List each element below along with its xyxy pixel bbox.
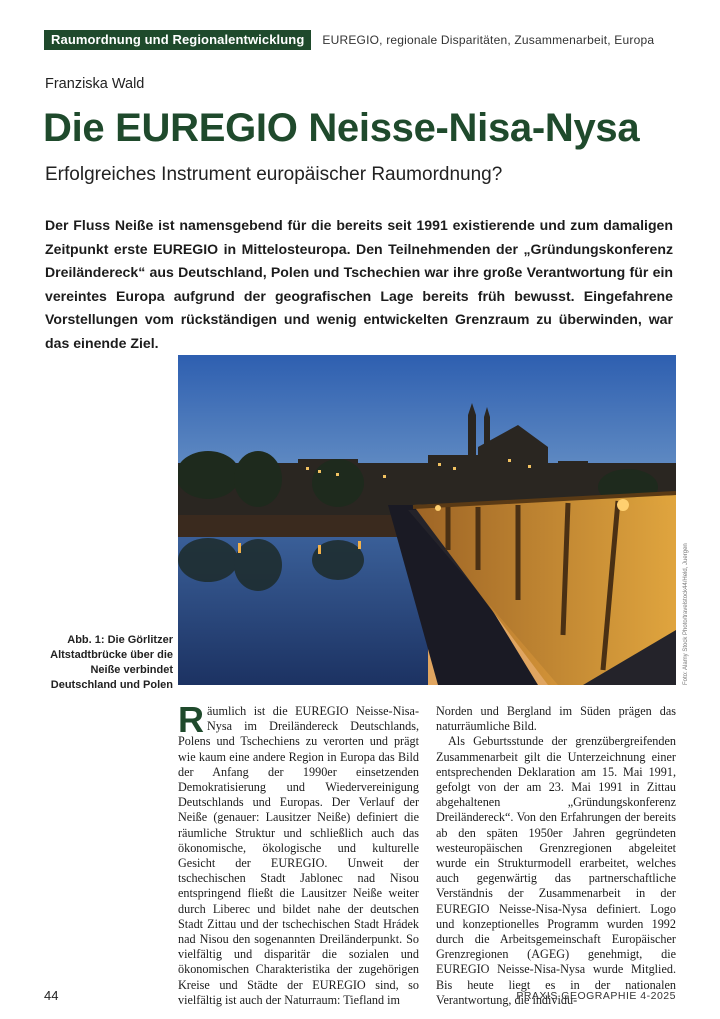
lead-paragraph: Der Fluss Neiße ist namensgebend für die bereits seit 1991 existierende und zum damaligen Zeitpunkt erste EUREGIO in Mittelosteuropa. Den Teilnehmenden der „Gründungskonferenz Dreiländereck“ aus Deutschland, Polen und Tschechien war ihre große Verantwortung für ein vereintes Europa aufgrund der geografischen Lage bereits früh bewusst. Eingefahrene Vorstellungen vom rückständigen und wenig entwickelten Grenzraum zu überwinden, war das einende Ziel. <box>45 217 673 351</box>
body-column-left <box>178 699 419 1008</box>
article-title: Die EUREGIO Neisse-Nisa-Nysa <box>43 106 640 150</box>
body-column-right <box>436 704 676 1008</box>
figure-caption: Abb. 1: Die Görlitzer Altstadtbrücke über die Neiße verbindet Deutschland und Polen <box>50 634 173 691</box>
author: Franziska Wald <box>45 76 145 92</box>
drop-cap: R <box>178 699 204 740</box>
photo-credit: Foto: Alamy Stock Photo/travelstock44/Held, Juergen <box>683 543 689 685</box>
page-number: 44 <box>44 988 59 1003</box>
keywords: EUREGIO, regionale Disparitäten, Zusammenarbeit, Europa <box>322 33 655 47</box>
header-bar <box>44 30 654 50</box>
body-text-left: äumlich ist die EUREGIO Neisse-Nisa-Nysa im Dreiländereck Deutschlands, Polens und Tschechiens zu verorten und prägt wie kaum eine andere Region in Europa das Bild der Anfang der 1990er einsetzenden Demokratisierung und Wiedervereinigung Deutschlands und Europas. Der Verlauf der Neiße (genauer: Lausitzer Neiße) definiert die räumliche Struktur und schließlich auch das ökonomische, ökologische und kulturelle Gesicht der EUREGIO. Unweit der tschechischen Stadt Jablonec nad Nisou entspringend fließt die Lausitzer Neiße weiter durch Liberec und bildet nahe der deutschen Stadt Zittau und der tschechischen Stadt Hrádek nad Nisou den sogenannten Dreiländerpunkt. So vielfältig und disparitär die sozialen und ökonomischen Charakteristika der zugehörigen Kreise und Städte der EUREGIO sind, so vielfältig ist auch der Naturraum: Tiefland im <box>178 704 419 1007</box>
body-paragraph: Als Geburtsstunde der grenzübergreifenden Zusammenarbeit gilt die Unterzeichnung einer entsprechenden Deklaration am 15. Mai 1991, gefolgt von der am 23. Mai 1991 in Zittau abgehaltenen „Gründungskonferenz Dreiländereck“. Von den Erfahrungen der bereits ab den späten 1950er Jahren gegründeten westeuropäischen Grenzregionen abgeleitet wurde ein Strukturmodell erarbeitet, welches auch gegenwärtig das partnerschaftliche Verständnis der Zusammenarbeit in der EUREGIO Neisse-Nisa-Nysa definiert. Logo und konzeptionelles Programm wurden 1992 durch die Arbeitsgemeinschaft Europäischer Grenzregionen (AGEG) genehmigt, die EUREGIO Neisse-Nisa-Nysa wurde Mitglied. Bis heute liegt es in der nationalen Verantwortung, die individu- <box>436 734 676 1007</box>
bridge-photo <box>178 355 676 685</box>
article-subtitle: Erfolgreiches Instrument europäischer Raumordnung? <box>45 164 503 185</box>
body-paragraph: Norden und Bergland im Süden prägen das naturräumliche Bild. <box>436 704 676 734</box>
section-tag: Raumordnung und Regionalentwicklung <box>44 30 311 50</box>
journal-name: PRAXIS GEOGRAPHIE 4-2025 <box>516 990 676 1002</box>
